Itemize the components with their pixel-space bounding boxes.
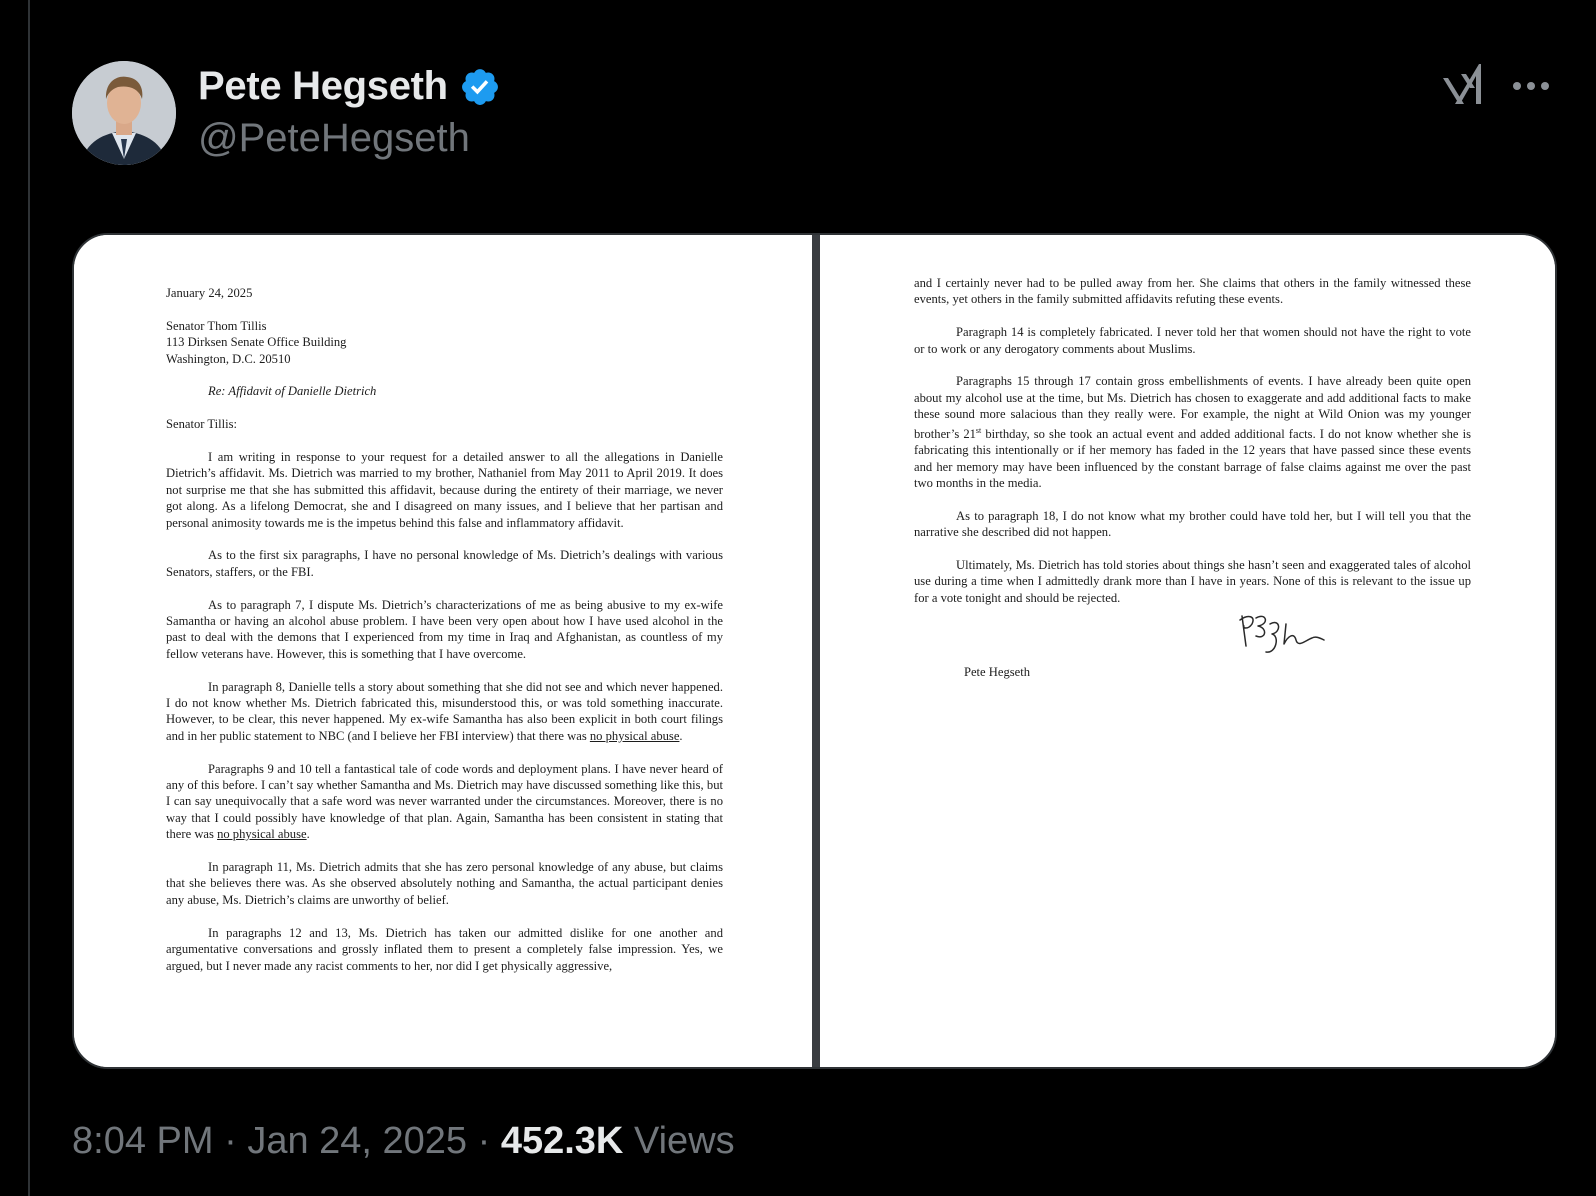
paragraph: As to paragraph 7, I dispute Ms. Dietrich’s characterizations of me as being abusive to my ex-wife Samantha or having an alcohol abuse problem. I have been very open about how I have used alcohol in the past to deal with the demons that I experienced from my time in Iraq and Afghanistan, as countless of my fellow veterans have. However, this is something that I have overcome. (166, 597, 723, 661)
signature-block (914, 606, 1471, 664)
re-line (208, 383, 723, 399)
more-icon[interactable] (1510, 78, 1552, 94)
meta-separator: · (477, 1120, 491, 1162)
letter-page-1 (74, 235, 812, 1067)
page-divider (812, 235, 820, 1067)
paragraph: and I certainly never had to be pulled away from her. She claims that others in the family witnessed these events, yet others in the family submitted affidavits refuting these events. (914, 276, 1471, 307)
paragraph-text: birthday, so she took an actual event and added additional facts. I do not know whether she is fabricating this intentionally or if her memory has faded in the 12 years that have passed since these events and her memory may have been influenced by the constant barrage of false claims against me over the past two months in the media. (914, 426, 1471, 491)
re-prefix: Re: (208, 384, 229, 399)
letter-page-2 (820, 235, 1557, 1067)
paragraph (914, 373, 1471, 491)
paragraph: As to the first six paragraphs, I have no personal knowledge of Ms. Dietrich’s dealings with various Senators, staffers, or the FBI. (166, 548, 723, 579)
avatar[interactable] (72, 61, 176, 165)
post-date[interactable]: Jan 24, 2025 (247, 1120, 468, 1162)
avatar-photo (72, 61, 176, 165)
paragraph (166, 679, 723, 745)
paragraph: In paragraph 11, Ms. Dietrich admits that she has zero personal knowledge of any abuse, but claims that she believes there was. As she observed absolutely nothing and Samantha, the actual participant denies any abuse, Ms. Dietrich’s claims are unworthy of belief. (166, 860, 723, 907)
grok-icon[interactable] (1441, 60, 1483, 106)
paragraph: Paragraph 14 is completely fabricated. I never told her that women should not have the right to vote or to work or any derogatory comments about Muslims. (914, 325, 1471, 356)
handle[interactable]: @PeteHegseth (198, 116, 470, 160)
letter-body-page-2 (914, 275, 1471, 681)
paragraph-text: Paragraphs 9 and 10 tell a fantastical tale of code words and deployment plans. I have never heard of any of this before. I can’t say whether Samantha and Ms. Dietrich may have discussed something like this, but I can say unequivocally that a safe word was never warranted under the circumstances. Moreover, there is no way that I could possibly have knowledge of that plan. Again, Samantha has been consistent in stating that there was (166, 761, 723, 842)
address-line: 113 Dirksen Senate Office Building (166, 335, 347, 350)
re-subject: Affidavit of Danielle Dietrich (228, 384, 377, 399)
paragraph-text: . (679, 728, 683, 743)
meta-separator: · (224, 1120, 237, 1162)
letter-body-page-1 (166, 285, 723, 974)
paragraph-text: Paragraphs 15 through 17 contain gross embellishments of events. I have already been quite open about my alcohol use at the time, but Ms. Dietrich has chosen to exaggerate and add additional facts to make these sound more salacious than they really were. For example, the night at Wild Onion was my younger brother’s 21 (914, 374, 1471, 441)
timeline-border (28, 0, 30, 1196)
paragraph: As to paragraph 18, I do not know what my brother could have told her, but I will tell you that the narrative she described did not happen. (914, 508, 1471, 540)
paragraph: I am writing in response to your request for a detailed answer to all the allegations in Danielle Dietrich’s affidavit. Ms. Dietrich was married to my brother, Nathaniel from May 2011 to April 2019. It does not surprise me that she has submitted this affidavit, because during the entirety of their marriage, we never got along. As a lifelong Democrat, she and I disagreed on many issues, and I believe that her partisan and personal animosity towards me is the impetus behind this false and inflammatory affidavit. (166, 450, 723, 530)
views-count[interactable]: 452.3K (500, 1120, 624, 1162)
signature (1236, 610, 1328, 658)
ordinal-suffix: st (975, 425, 982, 435)
underlined-text: no physical abuse (217, 827, 307, 842)
address-line: Washington, D.C. 20510 (166, 351, 291, 366)
underlined-text: no physical abuse (589, 728, 680, 743)
signer-name: Pete Hegseth (963, 665, 1031, 680)
address-line: Senator Thom Tillis (166, 318, 267, 333)
post-meta (72, 1118, 735, 1164)
paragraph: Ultimately, Ms. Dietrich has told stories about things she hasn’t seen and exaggerated tales of alcohol use during a time when I admittedly drank more than I have in years. None of this is relevant to the issue up for a vote tonight and should be rejected. (914, 558, 1471, 605)
salutation: Senator Tillis: (166, 417, 238, 432)
display-name[interactable]: Pete Hegseth (198, 64, 448, 108)
paragraph (166, 761, 723, 843)
paragraph-text: In paragraph 8, Danielle tells a story about something that she did not see and which never happened. I do not know whether Ms. Dietrich fabricated this, misunderstood this, or was told something inaccurate. However, to be clear, this never happened. My ex-wife Samantha has also been explicit in both court filings and in her public statement to NBC (and I believe her FBI interview) that there was (166, 679, 723, 743)
post-time[interactable]: 8:04 PM (72, 1120, 214, 1162)
letter-date: January 24, 2025 (166, 286, 253, 300)
views-label: Views (633, 1120, 735, 1162)
post-media[interactable] (72, 233, 1557, 1069)
verified-badge-icon[interactable] (459, 66, 501, 108)
paragraph: In paragraphs 12 and 13, Ms. Dietrich has taken our admitted dislike for one another and argumentative conversations and grossly inflated them to present a completely false impression. Yes, we argued, but I never made any racist comments to her, nor did I get physically aggressive, (166, 925, 723, 973)
paragraph-text: . (306, 827, 310, 842)
